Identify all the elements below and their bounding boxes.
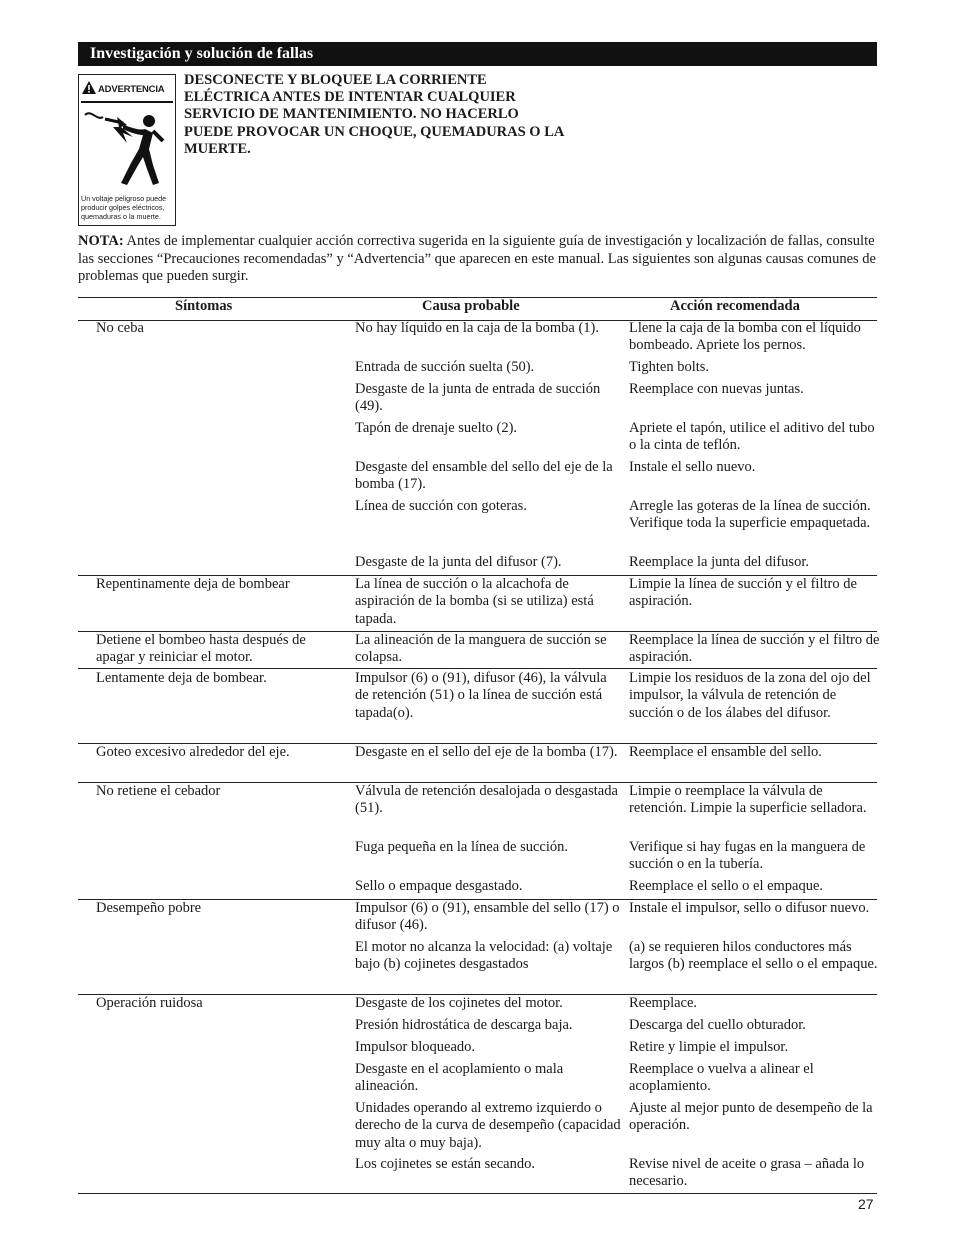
table-cell-action: Tighten bolts.	[629, 359, 710, 375]
table-cell-cause: La línea de succión o la alcachofa de aspiración de la bomba (si se utiliza) está tapada.	[355, 576, 594, 627]
table-cell-action: Instale el impulsor, sello o difusor nuevo.	[629, 900, 870, 916]
note-label: NOTA:	[78, 233, 124, 249]
table-cell-cause: Tapón de drenaje suelto (2).	[355, 420, 518, 436]
table-cell-cause: Impulsor (6) o (91), difusor (46), la válvula de retención (51) o la línea de succión está tapada(o).	[355, 670, 607, 721]
table-cell-cause: Válvula de retención desalojada o desgastada (51).	[355, 783, 618, 817]
table-cell-symptom: No ceba	[96, 320, 144, 336]
table-cell-cause: Desgaste en el sello del eje de la bomba (17).	[355, 744, 618, 760]
warning-triangle-icon	[82, 81, 96, 94]
table-cell-action: Revise nivel de aceite o grasa – añada lo necesario.	[629, 1156, 865, 1190]
table-cell-symptom: Repentinamente deja de bombear	[96, 576, 290, 592]
table-cell-action: Instale el sello nuevo.	[629, 459, 756, 475]
table-rule	[78, 1193, 877, 1194]
table-cell-action: Limpie los residuos de la zona del ojo del impulsor, la válvula de retención de succión o de los álabes del difusor.	[629, 670, 871, 721]
table-cell-cause: Impulsor bloqueado.	[355, 1039, 476, 1055]
electric-shock-icon	[83, 105, 173, 191]
table-cell-symptom: Operación ruidosa	[96, 995, 203, 1011]
table-cell-action: Verifique si hay fugas en la manguera de succión o en la tubería.	[629, 839, 866, 873]
table-cell-cause: Desgaste de la junta del difusor (7).	[355, 554, 562, 570]
table-cell-cause: Sello o empaque desgastado.	[355, 878, 523, 894]
table-cell-action: Llene la caja de la bomba con el líquido bombeado. Apriete los pernos.	[629, 320, 861, 354]
warning-label	[78, 74, 176, 226]
table-cell-action: Apriete el tapón, utilice el aditivo del tubo o la cinta de teflón.	[629, 420, 875, 454]
column-header-action: Acción recomendada	[670, 298, 800, 314]
table-cell-action: Arregle las goteras de la línea de succión. Verifique toda la superficie empaquetada.	[629, 498, 871, 532]
table-cell-cause: Impulsor (6) o (91), ensamble del sello (17) o difusor (46).	[355, 900, 620, 934]
page-number: 27	[858, 1196, 874, 1212]
table-cell-symptom: Goteo excesivo alrededor del eje.	[96, 744, 290, 760]
note-paragraph	[78, 233, 878, 286]
section-title: Investigación y solución de fallas	[90, 45, 314, 62]
table-cell-action: Retire y limpie el impulsor.	[629, 1039, 789, 1055]
table-cell-cause: Presión hidrostática de descarga baja.	[355, 1017, 573, 1033]
table-cell-symptom: Detiene el bombeo hasta después de apagar y reiniciar el motor.	[96, 632, 306, 666]
table-cell-action: Limpie o reemplace la válvula de retención. Limpie la superficie selladora.	[629, 783, 867, 817]
table-cell-action: Reemplace con nuevas juntas.	[629, 381, 804, 397]
table-cell-action: Ajuste al mejor punto de desempeño de la operación.	[629, 1100, 873, 1134]
table-cell-cause: La alineación de la manguera de succión se colapsa.	[355, 632, 607, 666]
table-cell-action: Reemplace el sello o el empaque.	[629, 878, 824, 894]
table-cell-cause: No hay líquido en la caja de la bomba (1).	[355, 320, 600, 336]
table-cell-cause: Unidades operando al extremo izquierdo o derecho de la curva de desempeño (capacidad muy alta o muy baja).	[355, 1100, 621, 1151]
warning-text: DESCONECTE Y BLOQUEE LA CORRIENTE ELÉCTRICA ANTES DE INTENTAR CUALQUIER SERVICIO DE MANTENIMIENTO. NO HACERLO PUEDE PROVOCAR UN CHOQUE, QUEMADURAS O LA MUERTE.	[184, 72, 564, 157]
table-cell-cause: Desgaste del ensamble del sello del eje de la bomba (17).	[355, 459, 613, 493]
warning-caption: Un voltaje peligroso puede producir golpes eléctricos, quemaduras o la muerte.	[81, 194, 167, 221]
table-cell-action: Reemplace el ensamble del sello.	[629, 744, 822, 760]
warning-word: ADVERTENCIA	[98, 84, 165, 95]
table-cell-symptom: Lentamente deja de bombear.	[96, 670, 267, 686]
table-cell-cause: Desgaste de la junta de entrada de succión (49).	[355, 381, 601, 415]
table-cell-symptom: No retiene el cebador	[96, 783, 221, 799]
table-cell-action: Descarga del cuello obturador.	[629, 1017, 806, 1033]
table-rule	[78, 668, 877, 669]
table-cell-cause: Los cojinetes se están secando.	[355, 1156, 535, 1172]
table-cell-action: Limpie la línea de succión y el filtro de aspiración.	[629, 576, 857, 610]
table-cell-symptom: Desempeño pobre	[96, 900, 202, 916]
table-cell-action: Reemplace o vuelva a alinear el acoplamiento.	[629, 1061, 814, 1095]
table-cell-cause: El motor no alcanza la velocidad: (a) voltaje bajo (b) cojinetes desgastados	[355, 939, 613, 973]
table-cell-cause: Entrada de succión suelta (50).	[355, 359, 535, 375]
table-cell-action: Reemplace.	[629, 995, 698, 1011]
warning-header	[81, 79, 173, 103]
table-cell-cause: Desgaste de los cojinetes del motor.	[355, 995, 563, 1011]
column-header-cause: Causa probable	[422, 298, 520, 314]
table-cell-cause: Fuga pequeña en la línea de succión.	[355, 839, 568, 855]
note-text: Antes de implementar cualquier acción correctiva sugerida en la siguiente guía de investigación y localización de fallas, consulte las secciones “Precauciones recomendadas” y “Advertencia” que aparecen en este manual. Las siguientes son algunas causas comunes de problemas que pueden surgir.	[78, 233, 876, 285]
column-header-symptoms: Síntomas	[175, 298, 233, 314]
table-cell-action: Reemplace la junta del difusor.	[629, 554, 809, 570]
section-header	[78, 42, 877, 66]
table-cell-action: Reemplace la línea de succión y el filtro de aspiración.	[629, 632, 880, 666]
table-cell-action: (a) se requieren hilos conductores más largos (b) reemplace el sello o el empaque.	[629, 939, 878, 973]
table-cell-cause: Desgaste en el acoplamiento o mala alineación.	[355, 1061, 564, 1095]
table-cell-cause: Línea de succión con goteras.	[355, 498, 527, 514]
